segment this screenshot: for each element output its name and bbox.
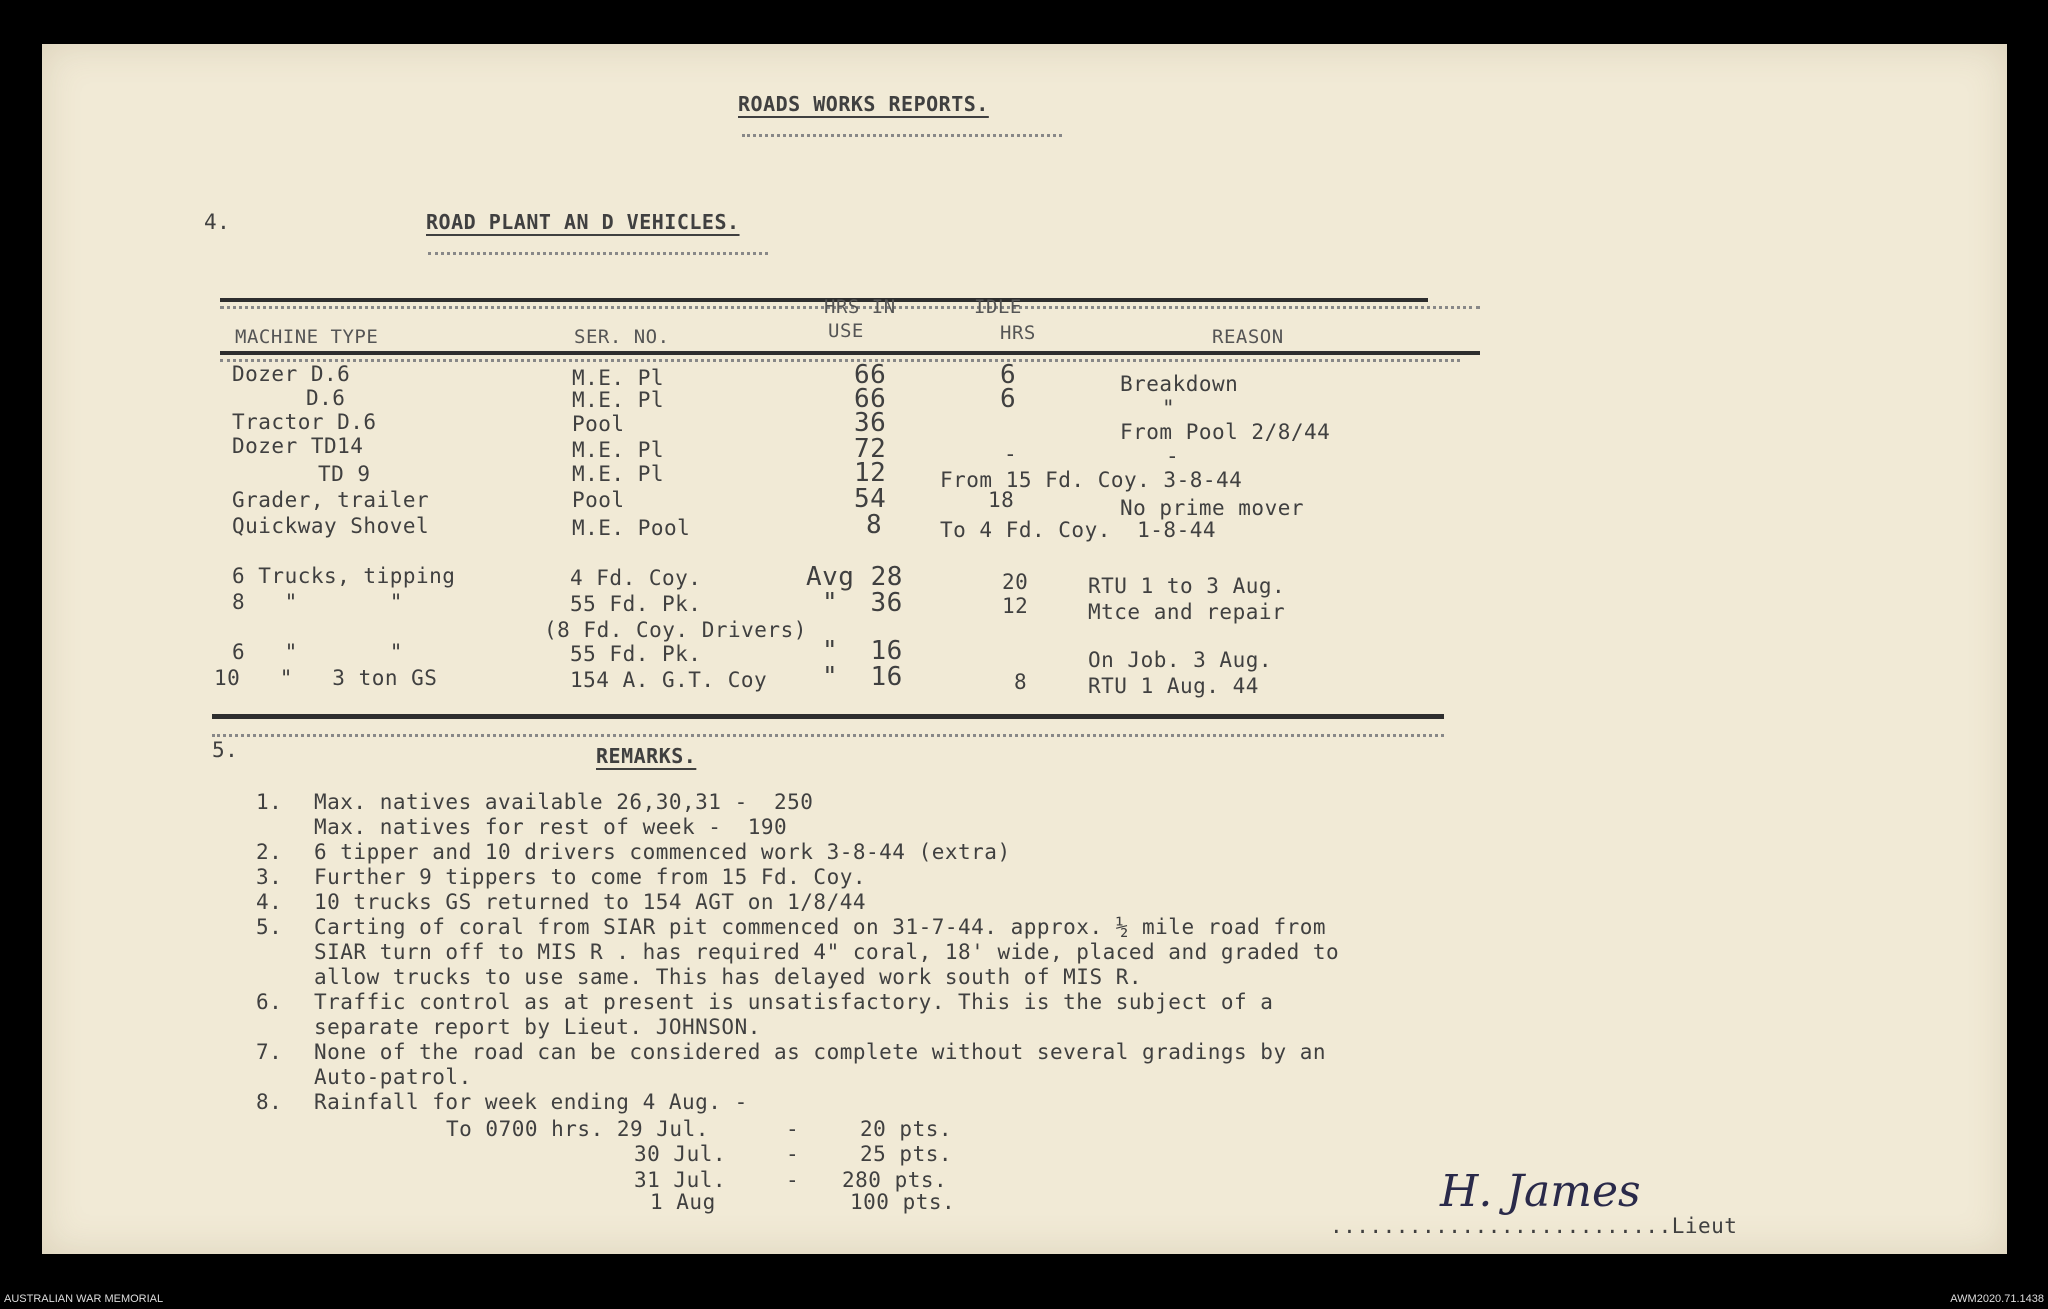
remark-line: separate report by Lieut. JOHNSON. (314, 1015, 761, 1039)
remark-line: allow trucks to use same. This has delayed work south of MIS R. (314, 965, 1143, 989)
row-6-reason: To 4 Fd. Coy. 1-8-44 (940, 518, 1217, 542)
remark-line: Carting of coral from SIAR pit commenced on 31-7-44. approx. ½ mile road from (314, 915, 1327, 939)
section-4-title: ROAD PLANT AN D VEHICLES. (426, 210, 740, 234)
row-2-machine: Tractor D.6 (232, 410, 377, 434)
rainfall-label: To 0700 hrs. 29 Jul. (446, 1117, 709, 1141)
row-8-idle: 12 (1002, 594, 1029, 618)
row-0-ser: M.E. Pl (572, 366, 665, 390)
row-5-ser: Pool (572, 488, 625, 512)
remark-line: Auto-patrol. (314, 1065, 472, 1089)
section-5-number: 5. (212, 738, 239, 762)
footer-right-text: AWM2020.71.1438 (1950, 1293, 2044, 1305)
remark-number: 3. (256, 865, 283, 889)
row-11-machine: 10 " 3 ton GS (214, 666, 438, 690)
row-0-machine: Dozer D.6 (232, 362, 351, 386)
row-2-use: 36 (854, 408, 887, 438)
row-2-ser: Pool (572, 412, 625, 436)
remark-line: Further 9 tippers to come from 15 Fd. Coy. (314, 865, 867, 889)
row-11-ser: 154 A. G.T. Coy (570, 668, 768, 692)
remark-line: 10 trucks GS returned to 154 AGT on 1/8/44 (314, 890, 867, 914)
remark-line: Rainfall for week ending 4 Aug. - (314, 1090, 748, 1114)
section-4-dotted-rule (428, 252, 768, 255)
row-10-ser: 55 Fd. Pk. (570, 642, 702, 666)
remark-line: 6 tipper and 10 drivers commenced work 3-8-44 (extra) (314, 840, 1011, 864)
signature-line: ..........................Lieut (1330, 1214, 1738, 1238)
row-2-reason: From Pool 2/8/44 (1120, 420, 1331, 444)
row-6-ser: M.E. Pool (572, 516, 691, 540)
header-machine-type: MACHINE TYPE (235, 326, 379, 348)
table-bottom-dots (212, 734, 1444, 737)
rainfall-dash: - (786, 1117, 800, 1141)
remark-line: SIAR turn off to MIS R . has required 4" coral, 18' wide, placed and graded to (314, 940, 1340, 964)
row-11-use: " 16 (822, 662, 903, 692)
row-1-reason: " (1162, 396, 1176, 420)
remark-line: Max. natives for rest of week - 190 (314, 815, 788, 839)
row-7-idle: 20 (1002, 570, 1029, 594)
rainfall-dash: - (786, 1142, 800, 1166)
rainfall-dash: - (786, 1168, 800, 1192)
header-hrs-in: HRS IN (824, 296, 896, 318)
row-8-use: " 36 (822, 588, 903, 618)
row-0-use: 66 (854, 360, 887, 390)
rainfall-label: 31 Jul. (634, 1168, 727, 1192)
row-10-reason: On Job. 3 Aug. (1088, 648, 1273, 672)
row-3-reason: - (1166, 444, 1180, 468)
row-7-reason: RTU 1 to 3 Aug. (1088, 574, 1286, 598)
row-7-use: Avg 28 (806, 562, 903, 592)
row-8-ser: 55 Fd. Pk. (570, 592, 702, 616)
table-header-rule (220, 351, 1480, 355)
row-5-use: 54 (854, 484, 887, 514)
rainfall-value: 280 pts. (842, 1168, 948, 1192)
rainfall-value: 100 pts. (850, 1190, 956, 1214)
row-5-reason: No prime mover (1120, 496, 1305, 520)
header-reason: REASON (1212, 326, 1284, 348)
remark-line: Traffic control as at present is unsatisfactory. This is the subject of a (314, 990, 1274, 1014)
remark-number: 2. (256, 840, 283, 864)
row-1-use: 66 (854, 384, 887, 414)
row-1-machine: D.6 (306, 386, 346, 410)
remark-number: 6. (256, 990, 283, 1014)
section-4-number: 4. (204, 210, 231, 234)
table-bottom-rule (212, 714, 1444, 719)
row-1-idle: 6 (1000, 384, 1017, 414)
header-ser-no: SER. NO. (574, 326, 670, 348)
remark-number: 1. (256, 790, 283, 814)
row-6-machine: Quickway Shovel (232, 514, 430, 538)
row-6-use: 8 (866, 510, 883, 540)
header-use: USE (828, 320, 864, 342)
row-1-ser: M.E. Pl (572, 388, 665, 412)
row-10-machine: 6 " " (232, 640, 403, 664)
document-title: ROADS WORKS REPORTS. (738, 92, 989, 116)
table-header-dots (220, 359, 1460, 362)
row-4-machine: TD 9 (318, 462, 371, 486)
signature: H. James (1440, 1166, 1641, 1217)
row-0-reason: Breakdown (1120, 372, 1239, 396)
section-5-title: REMARKS. (596, 744, 697, 768)
rainfall-label: 30 Jul. (634, 1142, 727, 1166)
row-7-ser: 4 Fd. Coy. (570, 566, 702, 590)
row-3-use: 72 (854, 434, 887, 464)
row-11-idle: 8 (1014, 670, 1028, 694)
row-3-idle: - (1004, 442, 1018, 466)
rainfall-label: 1 Aug (650, 1190, 716, 1214)
remark-line: None of the road can be considered as complete without several gradings by an (314, 1040, 1327, 1064)
row-0-idle: 6 (1000, 360, 1017, 390)
row-4-reason: From 15 Fd. Coy. 3-8-44 (940, 468, 1243, 492)
row-11-reason: RTU 1 Aug. 44 (1088, 674, 1259, 698)
row-8-reason: Mtce and repair (1088, 600, 1286, 624)
row-5-machine: Grader, trailer (232, 488, 430, 512)
header-idle: IDLE (974, 296, 1022, 318)
header-idle-hrs: HRS (1000, 322, 1036, 344)
rainfall-value: 25 pts. (860, 1142, 953, 1166)
row-8-machine: 8 " " (232, 590, 403, 614)
archive-footer (0, 1292, 2048, 1309)
row-4-ser: M.E. Pl (572, 462, 665, 486)
row-4-use: 12 (854, 458, 887, 488)
remark-line: Max. natives available 26,30,31 - 250 (314, 790, 814, 814)
row-10-use: " 16 (822, 636, 903, 666)
title-dotted-rule (742, 134, 1062, 137)
document-page (42, 44, 2007, 1254)
footer-left-text: AUSTRALIAN WAR MEMORIAL (4, 1293, 164, 1305)
remark-number: 7. (256, 1040, 283, 1064)
remark-number: 8. (256, 1090, 283, 1114)
rainfall-value: 20 pts. (860, 1117, 953, 1141)
remark-number: 4. (256, 890, 283, 914)
row-9-ser: (8 Fd. Coy. Drivers) (544, 618, 807, 642)
remark-number: 5. (256, 915, 283, 939)
row-7-machine: 6 Trucks, tipping (232, 564, 456, 588)
row-5-idle: 18 (988, 488, 1015, 512)
row-3-machine: Dozer TD14 (232, 434, 364, 458)
row-3-ser: M.E. Pl (572, 438, 665, 462)
